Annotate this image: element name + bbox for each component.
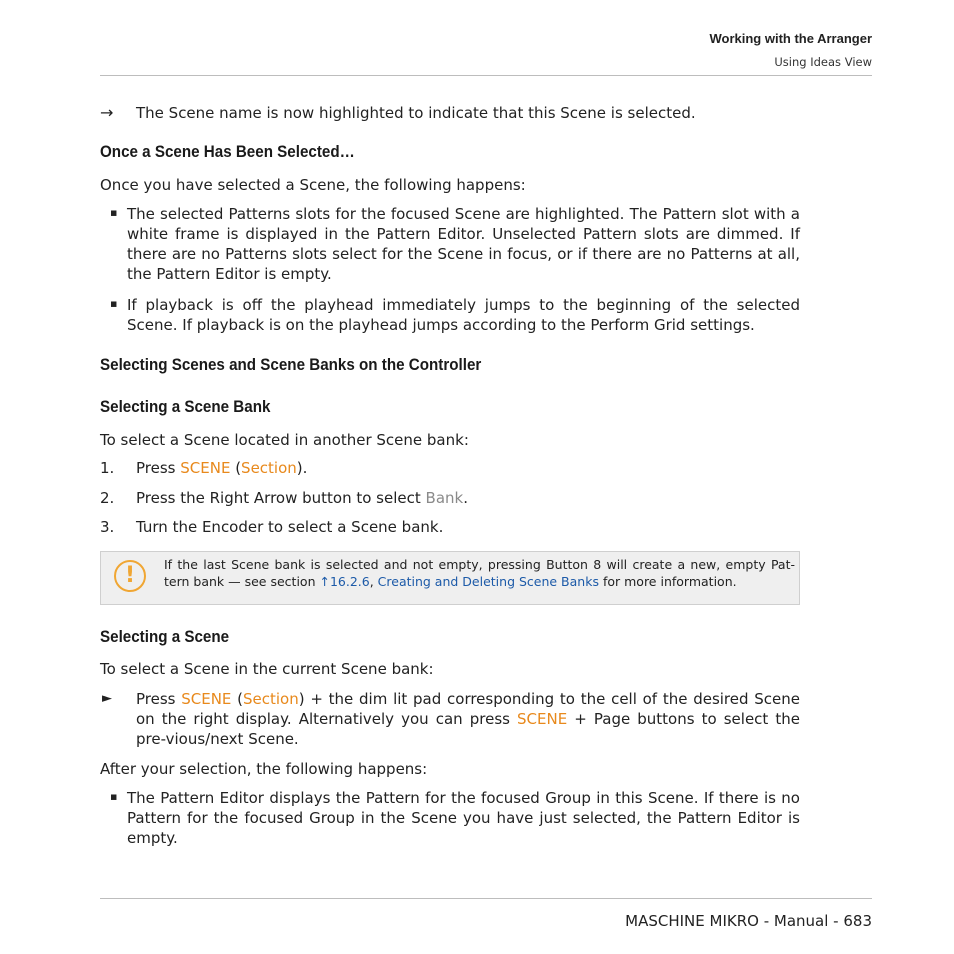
exclamation-icon: !: [114, 560, 146, 592]
bullet-icon: ▪: [110, 790, 118, 803]
select-scene-lead: To select a Scene in the current Scene bank:: [100, 660, 434, 678]
scene-bank-step-2: Press the Right Arrow button to select Bank.: [136, 489, 468, 507]
select-scene-bullet-1: The Pattern Editor displays the Pattern for the focused Group in this Scene. If there is no Pattern for the focused Group in the Scene you have just selected, the Pattern Editor is empty.: [127, 789, 800, 847]
once-selected-bullet-1: The selected Patterns slots for the focused Scene are highlighted. The Pattern slot with a white frame is displayed in the Pattern Editor. Unselected Pattern slots are dimmed. If there are no Patterns slots select for the Scene in focus, or if there are no Patterns at all, the Pattern Editor is empty.: [127, 205, 800, 283]
note-box: [100, 551, 800, 605]
heading-once-selected: Once a Scene Has Been Selected…: [100, 143, 355, 161]
bank-keyword: Bank: [425, 489, 464, 507]
intro-text: The Scene name is now highlighted to indicate that this Scene is selected.: [136, 104, 696, 122]
header-divider: [100, 75, 872, 76]
step-number: 2.: [100, 489, 115, 507]
scene-bank-step-3: Turn the Encoder to select a Scene bank.: [136, 518, 444, 536]
once-selected-bullet-2: If playback is off the playhead immediately jumps to the beginning of the selected Scene. If playback is on the playhead jumps according to the Perform Grid settings.: [127, 296, 800, 334]
select-scene-after: After your selection, the following happens:: [100, 760, 428, 778]
step-number: 3.: [100, 518, 115, 536]
chapter-title: Working with the Arranger: [709, 31, 872, 46]
section-title: Using Ideas View: [774, 55, 872, 69]
scene-keyword: SCENE: [180, 459, 231, 477]
note-text: If the last Scene bank is selected and not empty, pressing Button 8 will create a new, empty Pat-tern bank — see section ↑16.2.6, Creating and Deleting Scene Banks for more information.: [164, 557, 795, 589]
bullet-icon: ▪: [110, 206, 118, 219]
select-scene-step: Press SCENE (Section) + the dim lit pad corresponding to the cell of the desired Scene on the right display. Alternatively you can press SCENE + Page buttons to select the pre-vious/next Scene.: [136, 690, 800, 748]
scene-bank-lead: To select a Scene located in another Scene bank:: [100, 431, 469, 449]
section-link[interactable]: ↑16.2.6: [319, 574, 370, 589]
heading-controller: Selecting Scenes and Scene Banks on the Controller: [100, 356, 482, 374]
scene-keyword: SCENE: [181, 690, 232, 708]
footer-divider: [100, 898, 872, 899]
step-marker-icon: ►: [102, 691, 112, 706]
page-footer: MASCHINE MIKRO - Manual - 683: [625, 912, 872, 930]
scene-keyword: SCENE: [517, 710, 568, 728]
section-keyword: Section: [241, 459, 297, 477]
scene-bank-step-1: Press SCENE (Section).: [136, 459, 308, 477]
step-number: 1.: [100, 459, 115, 477]
heading-select-scene: Selecting a Scene: [100, 628, 230, 646]
bullet-icon: ▪: [110, 297, 118, 310]
result-arrow-icon: →: [100, 103, 114, 122]
section-keyword: Section: [243, 690, 299, 708]
heading-scene-bank: Selecting a Scene Bank: [100, 398, 271, 416]
once-selected-lead: Once you have selected a Scene, the following happens:: [100, 176, 526, 194]
creating-deleting-scene-banks-link[interactable]: Creating and Deleting Scene Banks: [377, 574, 599, 589]
